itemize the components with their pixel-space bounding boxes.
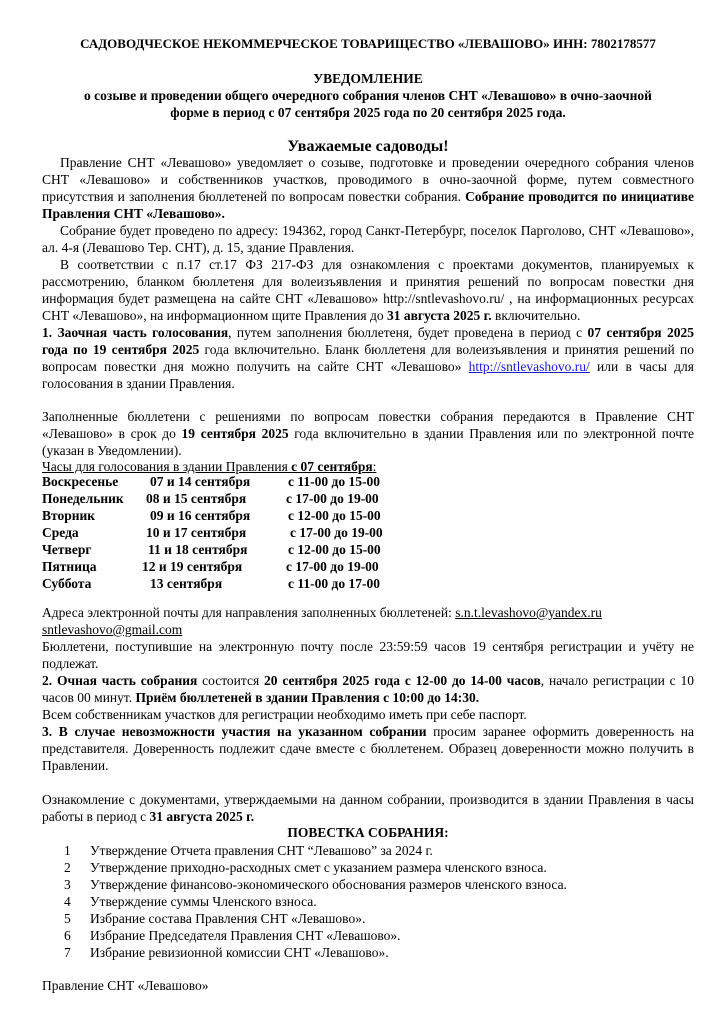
agenda-item-text: Утверждение суммы Членского взноса.	[90, 894, 317, 909]
site-link[interactable]: http://sntlevashovo.ru/	[468, 359, 590, 374]
ballots-text2: года включительно в здании Правления или по электронной почте (указан в Уведомлении).	[42, 426, 694, 458]
agenda-item	[64, 876, 684, 893]
agenda-item-number: 6	[64, 928, 71, 943]
law-tail: включительно.	[491, 308, 581, 323]
law-paragraph	[42, 256, 694, 324]
emails-paragraph	[42, 604, 694, 638]
emails-text: Адреса электронной почты для направления заполненных бюллетеней:	[42, 605, 456, 620]
part2-text2: , начало регистрации с 10 часов 00 минут.	[42, 673, 694, 705]
email-yandex-link[interactable]: s.n.t.levashovo@yandex.ru	[455, 605, 602, 620]
agenda-item-text: Избрание Председателя Правления СНТ «Левашово».	[90, 928, 401, 943]
schedule-row	[42, 575, 462, 592]
schedule-row	[42, 558, 462, 575]
schedule-dates: 08 и 15 сентября	[146, 491, 247, 506]
schedule-dates: 09 и 16 сентября	[150, 508, 251, 523]
schedule-time: с 11-00 до 15-00	[288, 474, 380, 489]
notice-heading	[42, 70, 694, 121]
agenda-item	[64, 927, 684, 944]
part2-text1: состоится	[197, 673, 265, 688]
schedule-row	[42, 507, 462, 524]
part2-reception: Приём бюллетеней в здании Правления с 10:00 до 14:30.	[135, 690, 480, 705]
schedule-day: Воскресенье	[42, 474, 119, 489]
part1-label: 1. Заочная часть голосования	[42, 325, 229, 340]
signature-footer: Правление СНТ «Левашово»	[42, 978, 209, 993]
schedule-dates: 11 и 18 сентября	[148, 542, 248, 557]
agenda-item	[64, 910, 684, 927]
law-deadline: 31 августа 2025 г.	[386, 308, 492, 323]
notice-subtitle-line1: о созыве и проведении общего очередного собрания членов СНТ «Левашово» в очно-заочной	[84, 88, 652, 103]
schedule-row	[42, 541, 462, 558]
agenda-item-number: 2	[64, 860, 71, 875]
schedule-dates: 10 и 17 сентября	[146, 525, 247, 540]
schedule-time: с 17-00 до 19-00	[286, 491, 379, 506]
greeting: Уважаемые садоводы!	[287, 138, 449, 155]
documents-text: Ознакомление с документами, утверждаемыми на данном собрании, производится в здании Правления в часы работы в период с	[42, 792, 694, 824]
schedule-day: Суббота	[42, 576, 92, 591]
part2-date: 20 сентября 2025 года с 12-00 до 14-00 часов	[264, 673, 541, 688]
schedule-row	[42, 473, 462, 490]
agenda-item-text: Избрание ревизионной комиссии СНТ «Левашово».	[90, 945, 389, 960]
ballots-deadline: 19 сентября 2025	[181, 426, 289, 441]
part1-paragraph	[42, 324, 694, 392]
part3-label: 3. В случае невозможности участия на указанном собрании	[42, 724, 427, 739]
law-text: В соответствии с п.17 ст.17 ФЗ 217-ФЗ для ознакомления с проектами документов, планируемых к рассмотрению, бланком бюллетеня для волеизъявления и принятия решений по вопросам повестки дня информация будет размещена на сайте СНТ «Левашово» http://sntlevashovo.ru/ , на информационных ресурсах СНТ «Левашово», на информационном щите Правления до	[42, 257, 694, 323]
part2-label: 2. Очная часть собрания	[42, 673, 198, 688]
agenda-item-number: 3	[64, 877, 71, 892]
schedule-time: с 11-00 до 17-00	[288, 576, 380, 591]
part2-paragraph	[42, 672, 694, 706]
ballots-paragraph	[42, 408, 694, 459]
hours-title-text: Часы для голосования в здании Правления	[42, 459, 292, 474]
passport-note: Всем собственникам участков для регистрации необходимо иметь при себе паспорт.	[42, 707, 527, 722]
schedule-row	[42, 490, 462, 507]
documents-paragraph	[42, 791, 694, 825]
email-gmail-link[interactable]: sntlevashovo@gmail.com	[42, 622, 183, 637]
schedule-day: Пятница	[42, 559, 97, 574]
intro-paragraph	[42, 154, 694, 222]
schedule-time: с 12-00 до 15-00	[288, 542, 381, 557]
agenda-item-text: Утверждение приходно-расходных смет с указанием размера членского взноса.	[90, 860, 547, 875]
agenda-item-number: 4	[64, 894, 71, 909]
agenda-item-number: 5	[64, 911, 71, 926]
schedule-day: Понедельник	[42, 491, 124, 506]
part1-text1: , путем заполнения бюллетеня, будет проведена в период с	[228, 325, 588, 340]
schedule-time: с 17-00 до 19-00	[286, 559, 379, 574]
agenda-item	[64, 944, 684, 961]
ballots-text1: Заполненные бюллетени с решениями по вопросам повестки собрания передаются в Правление СНТ «Левашово» в срок до	[42, 409, 694, 441]
schedule-dates: 07 и 14 сентября	[150, 474, 251, 489]
address-paragraph: Собрание будет проведено по адресу: 194362, город Санкт-Петербург, поселок Парголово, СНТ «Левашово», ал. 4-я (Левашово Тер. СНТ), д. 15, здание Правления.	[42, 223, 694, 255]
agenda-item-text: Избрание состава Правления СНТ «Левашово».	[90, 911, 366, 926]
agenda-item-text: Утверждение финансово-экономического обоснования размеров членского взноса.	[90, 877, 567, 892]
notice-title: УВЕДОМЛЕНИЕ	[313, 71, 423, 86]
schedule-time: с 12-00 до 15-00	[288, 508, 381, 523]
schedule-day: Вторник	[42, 508, 96, 523]
schedule-day: Четверг	[42, 542, 92, 557]
intro-text: Правление СНТ «Левашово» уведомляет о созыве, подготовке и проведении очередного собрания членов СНТ «Левашово» и собственников участков, проводимого в очно-заочной форме, путем совместного присутствия и заполнения бюллетеней по вопросам повестки собрания.	[42, 155, 694, 204]
part3-paragraph	[42, 723, 694, 774]
agenda-item	[64, 859, 684, 876]
part1-text3: или в часы для голосования в здании Правления.	[42, 359, 694, 391]
intro-initiative: Собрание проводится по инициативе Правления СНТ «Левашово».	[42, 189, 694, 221]
agenda-item	[64, 842, 684, 859]
late-ballots-note: Бюллетени, поступившие на электронную почту после 23:59:59 часов 19 сентября регистрации и учёту не подлежат.	[42, 639, 694, 671]
part3-text: просим заранее оформить доверенность на представителя. Доверенность подлежит сдаче вместе с бюллетенем. Образец доверенности можно получить в Правлении.	[42, 724, 694, 773]
hours-title-date: с 07 сентября	[291, 459, 373, 474]
schedule-time: с 17-00 до 19-00	[290, 525, 383, 540]
part1-text2: года включительно. Бланк бюллетеня для волеизъявления и принятия решений по вопросам повестки дня можно получить на сайте СНТ «Левашово»	[42, 342, 694, 374]
documents-date: 31 августа 2025 г.	[149, 809, 255, 824]
agenda-item-number: 1	[64, 843, 71, 858]
agenda-item-number: 7	[64, 945, 71, 960]
hours-title-end: :	[372, 459, 377, 474]
organization-header: САДОВОДЧЕСКОЕ НЕКОММЕРЧЕСКОЕ ТОВАРИЩЕСТВО «ЛЕВАШОВО» ИНН: 7802178577	[80, 36, 656, 51]
agenda-title: ПОВЕСТКА СОБРАНИЯ:	[287, 825, 449, 840]
schedule-dates: 13 сентября	[150, 576, 223, 591]
schedule-day: Среда	[42, 525, 79, 540]
agenda-item-text: Утверждение Отчета правления СНТ “Левашово” за 2024 г.	[90, 843, 433, 858]
schedule-dates: 12 и 19 сентября	[142, 559, 243, 574]
part1-date: 07 сентября 2025 года по 19 сентября 2025	[42, 325, 694, 357]
hours-schedule	[42, 473, 462, 592]
agenda-item	[64, 893, 684, 910]
schedule-row	[42, 524, 462, 541]
notice-subtitle-line2: форме в период с 07 сентября 2025 года по 20 сентября 2025 года.	[170, 105, 566, 120]
